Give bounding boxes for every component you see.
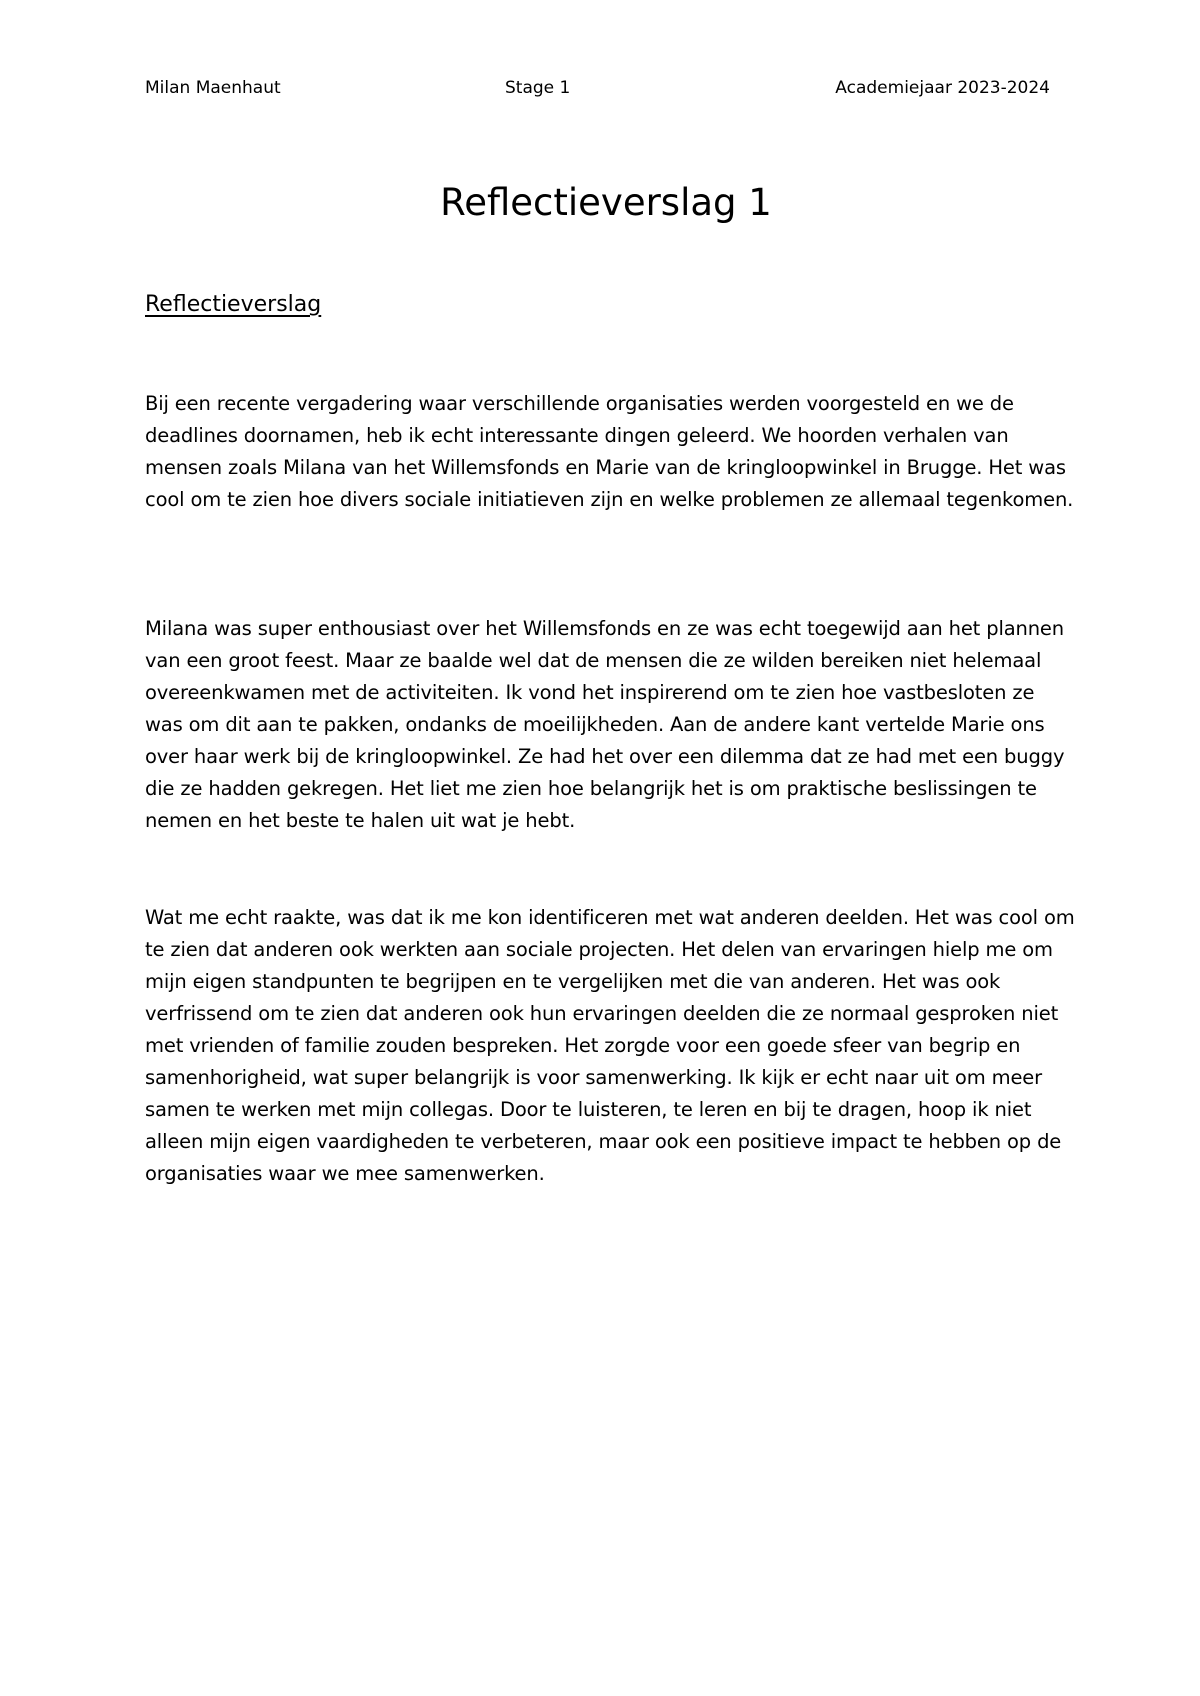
section-heading: Reflectieverslag [145, 292, 322, 317]
header-academic-year: Academiejaar 2023-2024 [835, 78, 1050, 98]
page-header [145, 76, 1050, 100]
header-course: Stage 1 [505, 78, 571, 98]
paragraph-1: Bij een recente vergadering waar verschillende organisaties werden voorgesteld en we de deadlines doornamen, heb ik echt interessante dingen geleerd. We hoorden verhalen van mensen zoals Milana van het Willemsfonds en Marie van de kringloopwinkel in Brugge. Het was cool om te zien hoe divers sociale initiatieven zijn en welke problemen ze allemaal tegenkomen. [145, 392, 1074, 511]
paragraph-2: Milana was super enthousiast over het Willemsfonds en ze was echt toegewijd aan het plannen van een groot feest. Maar ze baalde wel dat de mensen die ze wilden bereiken niet helemaal overeenkwamen met de activiteiten. Ik vond het inspirerend om te zien hoe vastbesloten ze was om dit aan te pakken, ondanks de moeilijkheden. Aan de andere kant vertelde Marie ons over haar werk bij de kringloopwinkel. Ze had het over een dilemma dat ze had met een buggy die ze hadden gekregen. Het liet me zien hoe belangrijk het is om praktische beslissingen te nemen en het beste te halen uit wat je hebt. [145, 617, 1065, 832]
paragraph-3: Wat me echt raakte, was dat ik me kon identificeren met wat anderen deelden. Het was cool om te zien dat anderen ook werkten aan sociale projecten. Het delen van ervaringen hielp me om mijn eigen standpunten te begrijpen en te vergelijken met die van anderen. Het was ook verfrissend om te zien dat anderen ook hun ervaringen deelden die ze normaal gesproken niet met vrienden of familie zouden bespreken. Het zorgde voor een goede sfeer van begrip en samenhorigheid, wat super belangrijk is voor samenwerking. Ik kijk er echt naar uit om meer samen te werken met mijn collegas. Door te luisteren, te leren en bij te dragen, hoop ik niet alleen mijn eigen vaardigheden te verbeteren, maar ook een positieve impact te hebben op de organisaties waar we mee samenwerken. [145, 906, 1075, 1185]
document-title: Reflectieverslag 1 [440, 181, 772, 224]
header-author: Milan Maenhaut [145, 78, 281, 98]
